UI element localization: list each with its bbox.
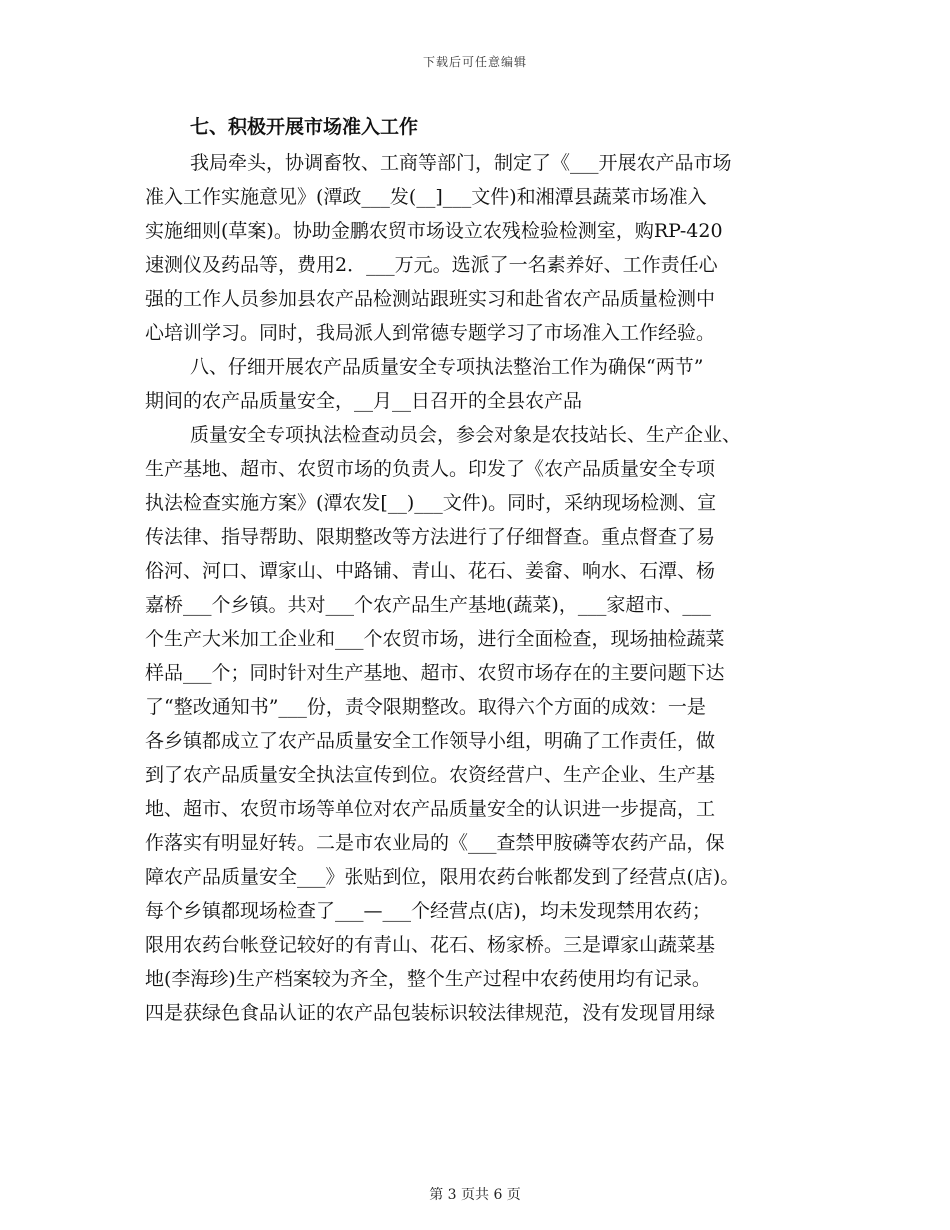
text-line: 个生产大米加工企业和___个农贸市场，进行全面检查，现场抽检蔬菜	[145, 628, 725, 650]
page-footer: 第 3 页共 6 页	[429, 1187, 521, 1203]
text-line: 准入工作实施意见》(潭政___发(__]___文件)和湘潭县蔬菜市场准入	[145, 186, 707, 208]
text-line: 到了农产品质量安全执法宣传到位。农资经营户、生产企业、生产基	[145, 764, 716, 786]
text-line: 传法律、指导帮助、限期整改等方法进行了仔细督查。重点督查了易	[145, 526, 716, 548]
text-line: 地、超市、农贸市场等单位对农产品质量安全的认识进一步提高，工	[145, 798, 716, 820]
text-line: 生产基地、超市、农贸市场的负责人。印发了《农产品质量安全专项	[145, 458, 716, 480]
text-line: 四是获绿色食品认证的农产品包装标识较法律规范，没有发现冒用绿	[145, 1002, 716, 1024]
text-line: 我局牵头，协调畜牧、工商等部门，制定了《___开展农产品市场	[190, 152, 732, 174]
text-line: 俗河、河口、谭家山、中路铺、青山、花石、姜畲、响水、石潭、杨	[145, 560, 716, 582]
text-line: 期间的农产品质量安全，__月__日召开的全县农产品	[145, 390, 583, 412]
text-line: 障农产品质量安全___》张贴到位，限用农药台帐都发到了经营点(店)。	[145, 866, 740, 888]
text-line: 心培训学习。同时，我局派人到常德专题学习了市场准入工作经验。	[145, 322, 716, 344]
text-line: 实施细则(草案)。协助金鹏农贸市场设立农残检验检测室，购RP-420	[145, 220, 723, 242]
text-line: 每个乡镇都现场检查了___—___个经营点(店)，均未发现禁用农药；	[145, 900, 711, 922]
text-line: 限用农药台帐登记较好的有青山、花石、杨家桥。三是谭家山蔬菜基	[145, 934, 716, 956]
page-header: 下载后可任意编辑	[422, 55, 527, 69]
text-line: 速测仪及药品等，费用2．___万元。选派了一名素养好、工作责任心	[145, 254, 718, 276]
text-line: 样品___个；同时针对生产基地、超市、农贸市场存在的主要问题下达	[145, 662, 725, 684]
text-line: 作落实有明显好转。二是市农业局的《___查禁甲胺磷等农药产品，保	[145, 832, 725, 854]
text-line: 质量安全专项执法检查动员会，参会对象是农技站长、生产企业、	[190, 424, 742, 446]
text-line: 嘉桥___个乡镇。共对___个农产品生产基地(蔬菜)，___家超市、___	[145, 594, 711, 616]
text-line: 八、仔细开展农产品质量安全专项执法整治工作为确保“两节”	[190, 356, 704, 378]
text-line: 执法检查实施方案》(潭农发[__)___文件)。同时，采纳现场检测、宣	[145, 492, 717, 514]
text-line: 强的工作人员参加县农产品检测站跟班实习和赴省农产品质量检测中	[145, 288, 716, 310]
text-line: 了“整改通知书”___份，责令限期整改。取得六个方面的成效：一是	[145, 696, 706, 718]
text-line: 各乡镇都成立了农产品质量安全工作领导小组，明确了工作责任，做	[145, 730, 716, 752]
document-body	[145, 108, 805, 1030]
section-heading: 七、积极开展市场准入工作	[190, 116, 419, 138]
text-line: 地(李海珍)生产档案较为齐全，整个生产过程中农药使用均有记录。	[145, 968, 711, 990]
